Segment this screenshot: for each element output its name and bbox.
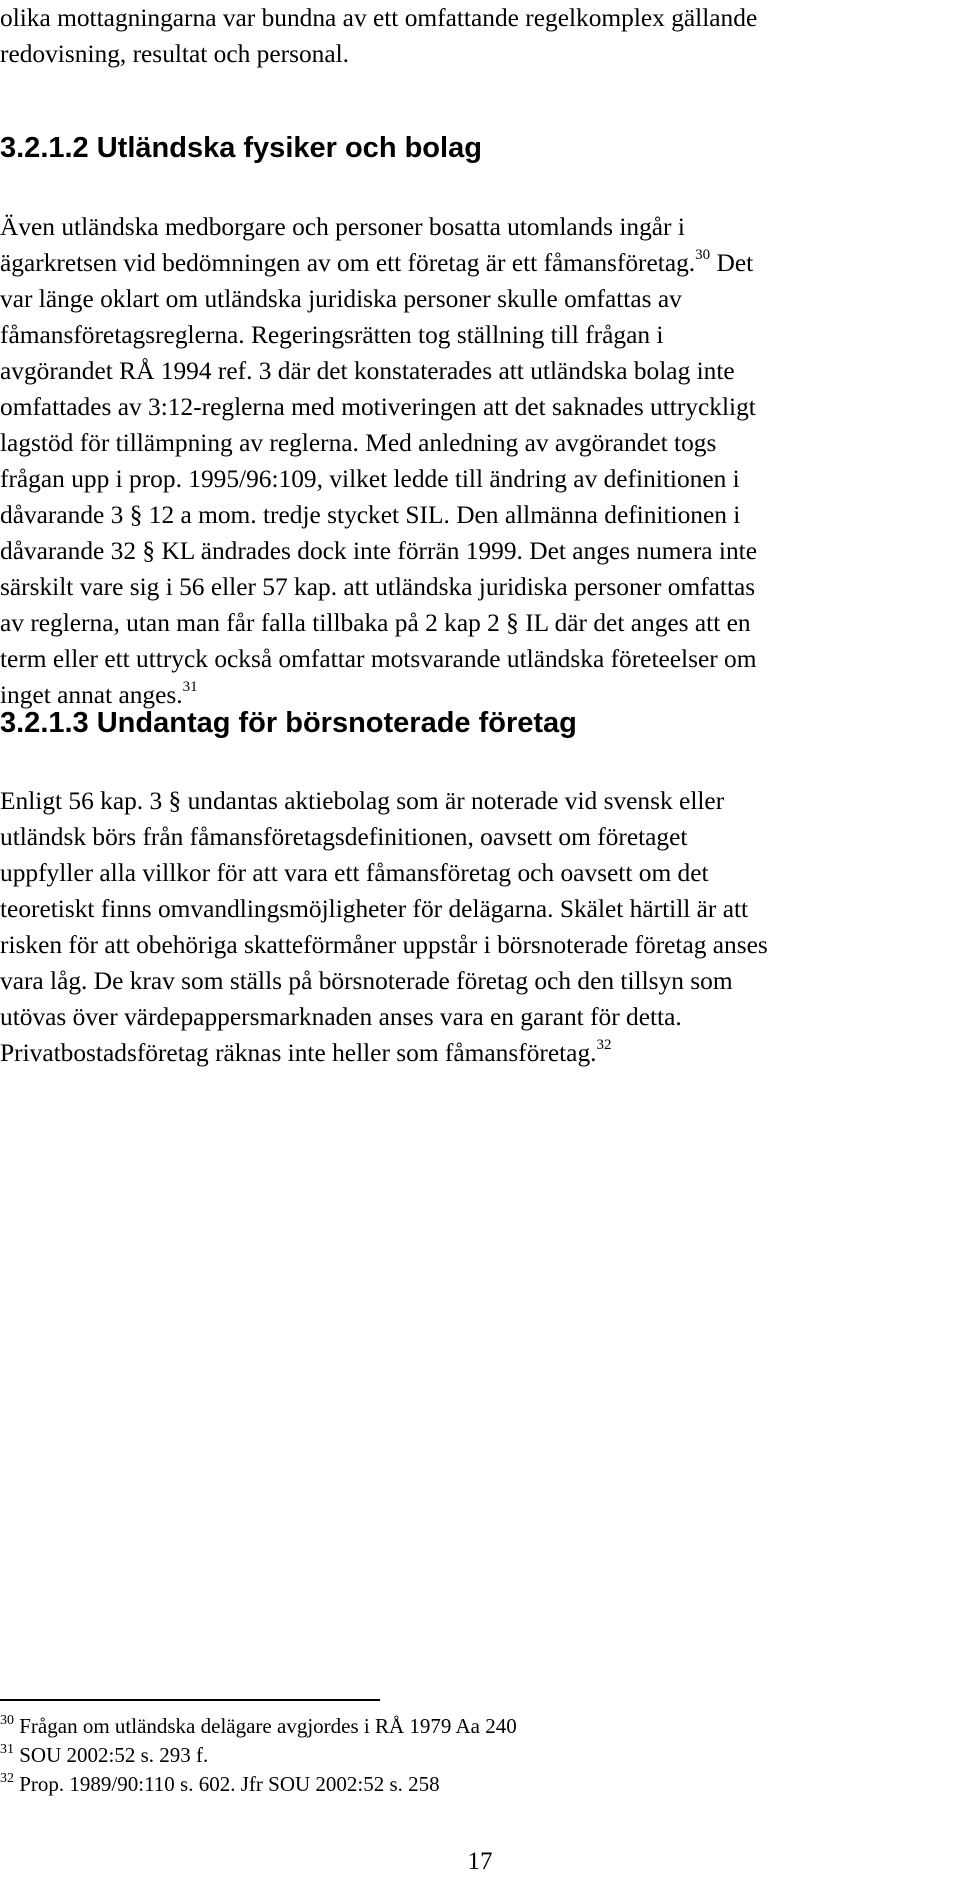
text-line: dåvarande 32 § KL ändrades dock inte förrän 1999. Det anges numera inte <box>0 537 757 565</box>
text-line: särskilt vare sig i 56 eller 57 kap. att utländska juridiska personer omfattas <box>0 573 756 601</box>
text-line <box>0 245 952 281</box>
footnote-text: Frågan om utländska delägare avgjordes i RÅ 1979 Aa 240 <box>19 1714 517 1738</box>
footnote-number: 30 <box>0 1713 14 1728</box>
footnote-ref-32[interactable]: 32 <box>596 1037 612 1053</box>
page-number: 17 <box>467 1848 493 1875</box>
footnote-number: 31 <box>0 1742 14 1757</box>
text-line: vara låg. De krav som ställs på börsnoterade företag och den tillsyn som <box>0 967 733 995</box>
text-line-part: inget annat anges. <box>0 681 183 709</box>
section-3213-paragraph <box>0 783 952 1071</box>
text-line: uppfyller alla villkor för att vara ett fåmansföretag och oavsett om det <box>0 859 709 887</box>
text-line: avgörandet RÅ 1994 ref. 3 där det konstaterades att utländska bolag inte <box>0 357 735 385</box>
footnote-separator <box>0 1699 380 1701</box>
footnote-30 <box>0 1712 517 1741</box>
text-line: redovisning, resultat och personal. <box>0 40 350 68</box>
section-3212-paragraph <box>0 209 952 713</box>
text-line: fåmansföretagsreglerna. Regeringsrätten tog ställning till frågan i <box>0 321 664 349</box>
text-line: lagstöd för tillämpning av reglerna. Med anledning av avgörandet togs <box>0 429 717 457</box>
text-line: teoretiskt finns omvandlingsmöjligheter för delägarna. Skälet härtill är att <box>0 895 749 923</box>
footnote-ref-30[interactable]: 30 <box>695 247 711 263</box>
footnote-ref-31[interactable]: 31 <box>182 679 198 695</box>
text-line: term eller ett uttryck också omfattar motsvarande utländska företeelser om <box>0 645 757 673</box>
text-line: omfattades av 3:12-reglerna med motiveringen att det saknades uttryckligt <box>0 393 756 421</box>
footnote-32 <box>0 1770 517 1799</box>
text-line: Enligt 56 kap. 3 § undantas aktiebolag som är noterade vid svensk eller <box>0 787 725 815</box>
section-heading-3213: 3.2.1.3 Undantag för börsnoterade företag <box>0 707 577 739</box>
footnote-text: Prop. 1989/90:110 s. 602. Jfr SOU 2002:52 s. 258 <box>19 1772 440 1796</box>
text-line: utländsk börs från fåmansföretagsdefinitionen, oavsett om företaget <box>0 823 688 851</box>
text-line: risken för att obehöriga skatteförmåner uppstår i börsnoterade företag anses <box>0 931 768 959</box>
text-line: var länge oklart om utländska juridiska personer skulle omfattas av <box>0 285 682 313</box>
text-line <box>0 1035 952 1071</box>
text-line: olika mottagningarna var bundna av ett omfattande regelkomplex gällande <box>0 4 758 32</box>
footnotes <box>0 1712 517 1799</box>
footnote-text: SOU 2002:52 s. 293 f. <box>19 1743 209 1767</box>
section-heading-3212: 3.2.1.2 Utländska fysiker och bolag <box>0 132 482 164</box>
text-line-part: Det <box>710 249 754 277</box>
text-line: Även utländska medborgare och personer bosatta utomlands ingår i <box>0 213 685 241</box>
intro-paragraph <box>0 0 952 72</box>
text-line-part: Privatbostadsföretag räknas inte heller som fåmansföretag. <box>0 1039 597 1067</box>
footnote-number: 32 <box>0 1771 14 1786</box>
footnote-31 <box>0 1741 517 1770</box>
text-line: utövas över värdepappersmarknaden anses vara en garant för detta. <box>0 1003 682 1031</box>
text-line-part: ägarkretsen vid bedömningen av om ett företag är ett fåmansföretag. <box>0 249 696 277</box>
text-line: frågan upp i prop. 1995/96:109, vilket ledde till ändring av definitionen i <box>0 465 740 493</box>
text-line: av reglerna, utan man får falla tillbaka på 2 kap 2 § IL där det anges att en <box>0 609 751 637</box>
text-line: dåvarande 3 § 12 a mom. tredje stycket SIL. Den allmänna definitionen i <box>0 501 741 529</box>
